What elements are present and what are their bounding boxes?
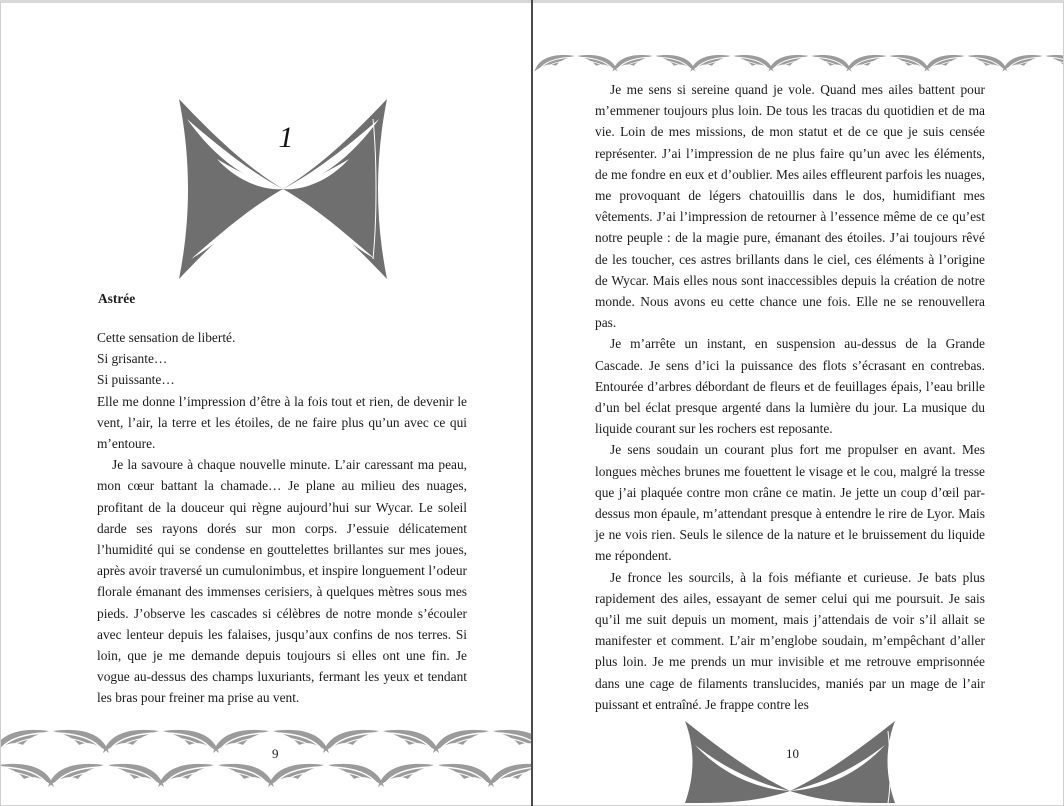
chapter-number: 1 (278, 121, 294, 154)
left-page-body (97, 327, 467, 709)
paragraph: Si puissante… (97, 372, 175, 388)
page-number: 9 (269, 746, 282, 762)
paragraph: Si grisante… (97, 351, 168, 367)
paragraph: Je sens soudain un courant plus fort me propulser en avant. Mes longues mèches brunes me fouettent le visage et le cou, malgré la tresse que j’ai plaquée contre mon crâne ce matin. Je jette un coup d’œil par-dessus mon épaule, m’attendant presque à entendre le rire de Lyor. Mais je ne vois rien. Seuls le silence de la nature et le bruissement du liquide me répondent. (595, 442, 985, 564)
right-page (533, 3, 1063, 803)
paragraph: Cette sensation de liberté. (97, 330, 236, 345)
paragraph: Je m’arrête un instant, en suspension au-dessus de la Grande Cascade. Je sens d’ici la puissance des flots s’écrasant en contrebas. Entourée d’arbres débordant de fleurs et de feuillages épais, l’eau brille d’un bel éclat presque argenté dans la lumière du jour. La musique du liquide courant sur les rochers est reposante. (595, 336, 985, 437)
top-wing-border-icon (533, 47, 1063, 83)
bottom-emblem-icon (683, 721, 897, 803)
chapter-heading: Astrée (98, 291, 136, 306)
bottom-wing-border-icon (1, 719, 531, 803)
paragraph: Je la savoure à chaque nouvelle minute. L’air caressant ma peau, mon cœur battant la chamade… Je plane au milieu des nuages, profitant de la douceur qui règne aujourd’hui sur Wycar. Le soleil darde ses rayons dorés sur mon corps. J’essuie délicatement l’humidité qui se condense en gouttelettes brillantes sur mes joues, après avoir traversé un cumulonimbus, et inspire longuement l’odeur florale émanant des immenses cerisiers, à quelques mètres sous mes pieds. J’observe les cascades si célèbres de notre monde s’écouler avec lenteur depuis les falaises, jusqu’aux confins de nos terres. Si loin, que je me demande depuis toujours si elles ont une fin. Je vogue au-dessus des champs luxuriants, fermant les yeux et tendant les bras pour freiner ma prise au vent. (97, 457, 467, 706)
right-page-body (595, 79, 985, 715)
paragraph: Je me sens si sereine quand je vole. Quand mes ailes battent pour m’emmener toujours plus loin. De tous les tracas du quotidien et de ma vie. Loin de mes missions, de mon statut et de ce que je suis censée représenter. J’ai l’impression de ne plus faire qu’un avec les éléments, de me fondre en eux et d’oublier. Mes ailes effleurent parfois les nuages, me provoquant de légers chatouillis dans le dos, humidifiant mes vêtements. J’ai l’impression de retourner à l’essence même de ce qu’est notre peuple : de la magie pure, émanant des étoiles. J’ai toujours rêvé de les toucher, ces astres brillants dans le ciel, ces éléments à l’origine de Wycar. Mais elles nous sont inaccessibles depuis la création de notre monde. Nous avons eu cette chance une fois. Elle ne se renouvellera pas. (595, 82, 985, 331)
left-page (1, 3, 531, 803)
paragraph: Elle me donne l’impression d’être à la fois tout et rien, de devenir le vent, l’air, la terre et les étoiles, de ne faire plus qu’un avec ce qui m’entoure. (97, 393, 467, 452)
page-number: 10 (783, 746, 802, 762)
paragraph: Je fronce les sourcils, à la fois méfiante et curieuse. Je bats plus rapidement des ailes, essayant de semer celui qui me poursuit. Je sais qu’il me suit depuis un moment, mais j’attendais de voir s’il allait se manifester et comment. L’air m’englobe soudain, m’empêchant d’aller plus loin. Je me prends un mur invisible et me retrouve emprisonnée dans une cage de filaments translucides, maniés par un mage de l’air puissant et entraîné. Je frappe contre les (595, 569, 985, 712)
